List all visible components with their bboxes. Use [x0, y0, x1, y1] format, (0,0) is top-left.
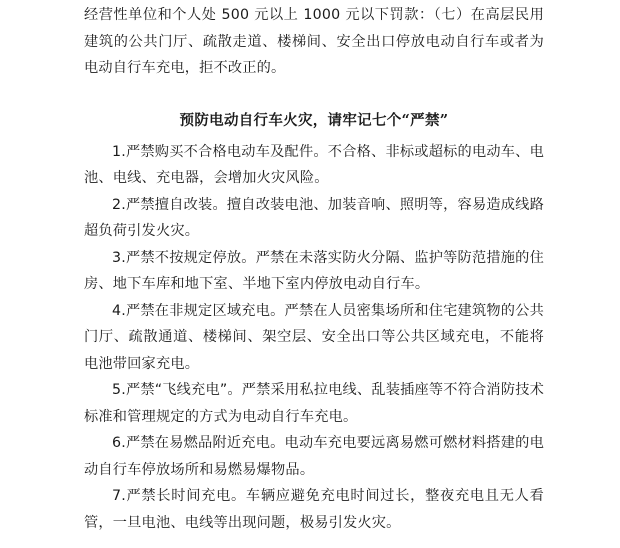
list-item: 4.严禁在非规定区域充电。严禁在人员密集场所和住宅建筑物的公共门厅、疏散通道、楼梯间、架空层、安全出口等公共区域充电，不能将电池带回家充电。	[84, 302, 544, 372]
list-item: 1.严禁购买不合格电动车及配件。不合格、非标或超标的电动车、电池、电线、充电器，会增加火灾风险。	[84, 143, 544, 186]
section-heading: 预防电动自行车火灾，请牢记七个“严禁”	[179, 111, 449, 129]
intro-paragraph: 经营性单位和个人处 500 元以上 1000 元以下罚款：（七）在高层民用建筑的公共门厅、疏散走道、楼梯间、安全出口停放电动自行车或者为电动自行车充电，拒不改正的。	[84, 7, 544, 76]
list-item: 5.严禁“飞线充电”。严禁采用私拉电线、乱装插座等不符合消防技术标准和管理规定的方式为电动自行车充电。	[84, 382, 544, 425]
prohibition-list	[84, 139, 544, 537]
list-item: 6.严禁在易燃品附近充电。电动车充电要远离易燃可燃材料搭建的电动自行车停放场所和易燃易爆物品。	[84, 435, 544, 478]
list-item: 7.严禁长时间充电。车辆应避免充电时间过长，整夜充电且无人看管，一旦电池、电线等出现问题，极易引发火灾。	[84, 488, 544, 531]
list-item: 3.严禁不按规定停放。严禁在未落实防火分隔、监护等防范措施的住房、地下车库和地下室、半地下室内停放电动自行车。	[84, 249, 544, 292]
list-item: 2.严禁擅自改装。擅自改装电池、加装音响、照明等，容易造成线路超负荷引发火灾。	[84, 196, 544, 239]
article-column	[84, 0, 544, 536]
